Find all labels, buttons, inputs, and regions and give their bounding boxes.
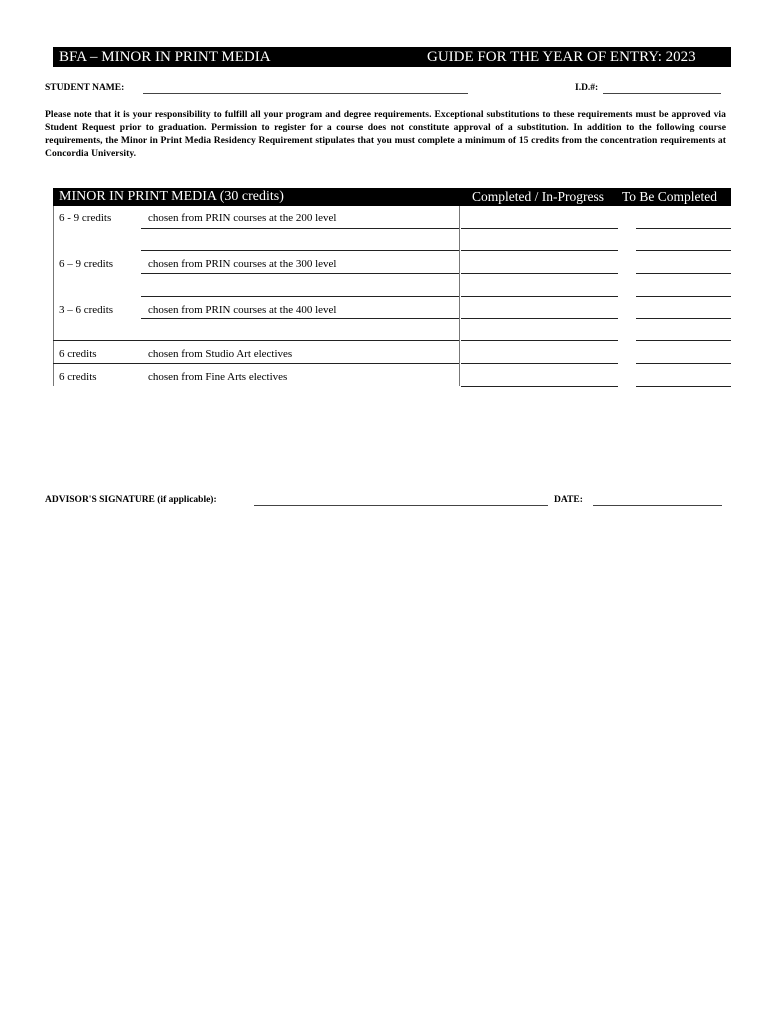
completed-entry-field[interactable] <box>461 318 618 319</box>
row-credits: 6 - 9 credits <box>59 212 112 224</box>
to-be-completed-field[interactable] <box>636 296 731 297</box>
row-credits: 6 credits <box>59 348 97 360</box>
to-be-completed-field[interactable] <box>636 318 731 319</box>
advisor-signature-label: ADVISOR'S SIGNATURE (if applicable): <box>45 495 217 505</box>
student-name-field[interactable] <box>143 93 468 94</box>
to-be-completed-field[interactable] <box>636 273 731 274</box>
row-credits: 6 – 9 credits <box>59 258 114 270</box>
to-be-completed-field[interactable] <box>636 386 731 387</box>
completed-entry-field[interactable] <box>461 363 618 364</box>
row-credits: 6 credits <box>59 371 97 383</box>
course-entry-line <box>53 363 459 364</box>
completed-entry-field[interactable] <box>461 273 618 274</box>
advisor-signature-field[interactable] <box>254 505 548 506</box>
student-name-label: STUDENT NAME: <box>45 83 125 93</box>
entry-year-title: GUIDE FOR THE YEAR OF ENTRY: 2023 <box>427 49 696 65</box>
col-to-be-completed: To Be Completed <box>622 189 718 204</box>
entry-year-bar <box>420 47 731 67</box>
table-column-divider <box>459 206 460 386</box>
program-title: BFA – MINOR IN PRINT MEDIA <box>59 49 271 65</box>
course-entry-line <box>141 250 459 251</box>
course-entry-line <box>141 228 459 229</box>
row-description: chosen from Studio Art electives <box>148 348 293 360</box>
program-title-bar <box>53 47 423 67</box>
to-be-completed-field[interactable] <box>636 228 731 229</box>
completed-entry-field[interactable] <box>461 228 618 229</box>
row-description: chosen from Fine Arts electives <box>148 371 288 383</box>
date-field[interactable] <box>593 505 722 506</box>
table-left-border <box>53 206 54 386</box>
id-label: I.D.#: <box>575 83 599 93</box>
row-credits: 3 – 6 credits <box>59 304 114 316</box>
table-title: MINOR IN PRINT MEDIA (30 credits) <box>59 189 284 204</box>
to-be-completed-field[interactable] <box>636 363 731 364</box>
completed-entry-field[interactable] <box>461 386 618 387</box>
row-description: chosen from PRIN courses at the 200 level <box>148 212 337 224</box>
completed-entry-field[interactable] <box>461 340 618 341</box>
id-field[interactable] <box>603 93 721 94</box>
course-entry-line <box>53 340 459 341</box>
col-completed: Completed / In-Progress <box>472 189 604 204</box>
row-description: chosen from PRIN courses at the 300 level <box>148 258 337 270</box>
date-label: DATE: <box>554 495 583 505</box>
table-header <box>53 188 731 206</box>
notice-paragraph: Please note that it is your responsibility to fulfill all your program and degree requirements. Exceptional substitutions to these requirements must be approved via Student Request prior to graduation. Permission to register for a course does not constitute approval of a substitution. In addition to the following course requirements, the Minor in Print Media Residency Requirement stipulates that you must complete a minimum of 15 credits from the concentration requirements at Concordia University. <box>45 109 726 159</box>
row-description: chosen from PRIN courses at the 400 level <box>148 304 337 316</box>
course-entry-line <box>141 296 459 297</box>
course-entry-line <box>141 273 459 274</box>
completed-entry-field[interactable] <box>461 250 618 251</box>
to-be-completed-field[interactable] <box>636 250 731 251</box>
course-entry-line <box>141 318 459 319</box>
completed-entry-field[interactable] <box>461 296 618 297</box>
to-be-completed-field[interactable] <box>636 340 731 341</box>
